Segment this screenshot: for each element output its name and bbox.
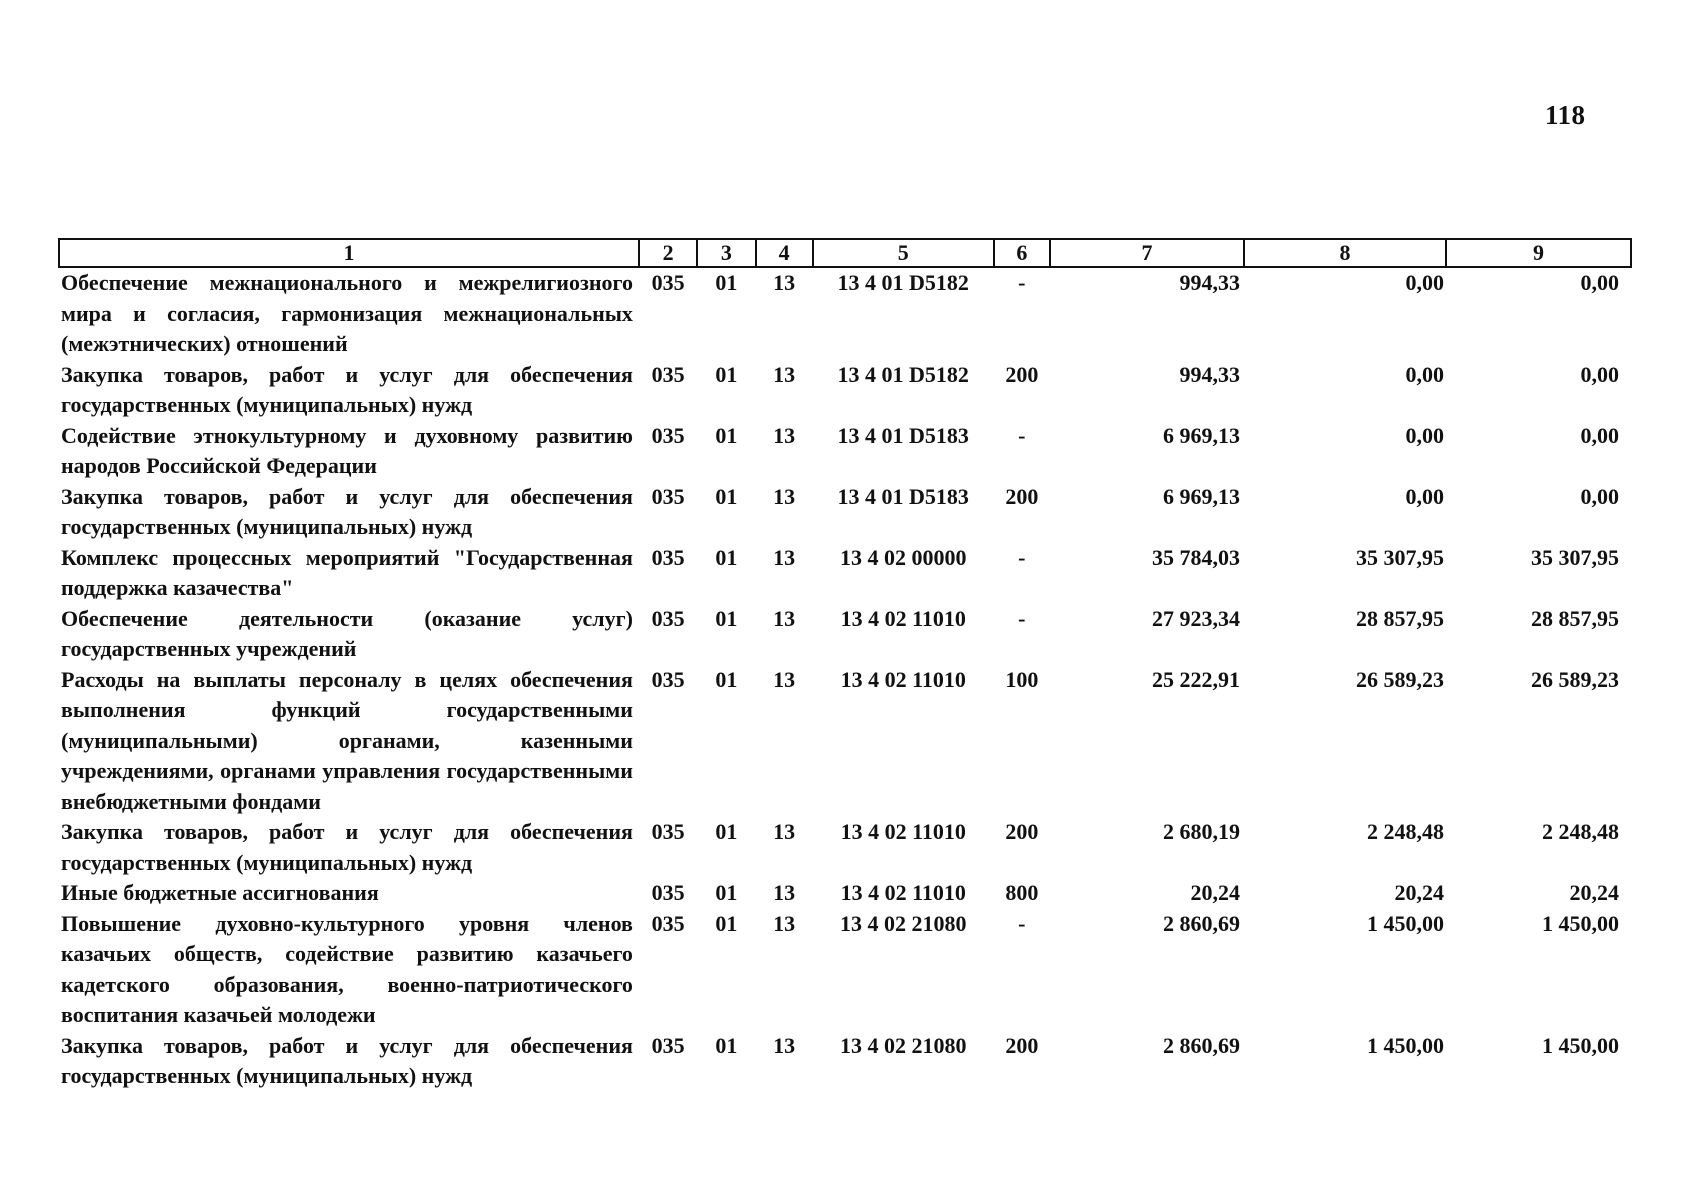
header-col-8: 8 (1244, 239, 1446, 267)
row-name-cell: Расходы на выплаты персоналу в целях обеспечения выполнения функций государственными (муниципальными) органами, казенными учреждениями, органами управления государственными внебюджетными фондами (61, 666, 633, 814)
row-col-4-cell: 13 (773, 819, 796, 844)
row-col-3-cell: 01 (715, 422, 738, 448)
table-header (59, 239, 1631, 267)
row-col-3-cell: 01 (715, 819, 738, 844)
row-col-2-cell: 035 (651, 361, 685, 387)
row-col-4-cell: 13 (773, 1032, 796, 1058)
row-col-6-cell: - (1018, 270, 1026, 295)
row-col-2-cell: 035 (651, 819, 685, 844)
row-col-5-cell: 13 4 01 D5183 (837, 483, 969, 509)
row-col-7-cell: 20,24 (1190, 880, 1240, 905)
row-col-3-cell: 01 (715, 361, 738, 387)
row-col-3-cell: 01 (715, 544, 738, 570)
row-col-6-cell: 100 (1005, 666, 1039, 692)
row-col-7-cell: 27 923,34 (1151, 605, 1240, 631)
row-col-4-cell: 13 (773, 666, 796, 692)
table-row (59, 665, 1631, 818)
row-col-8-cell: 35 307,95 (1355, 544, 1444, 570)
row-name-cell: Обеспечение межнационального и межрелигиозного мира и согласия, гармонизация межнациональных (межэтнических) отношений (61, 270, 633, 356)
row-col-2-cell: 035 (651, 422, 685, 448)
row-col-2-cell: 035 (651, 270, 685, 295)
row-col-3-cell: 01 (715, 666, 738, 692)
row-col-4-cell: 13 (773, 880, 796, 905)
row-name-cell: Закупка товаров, работ и услуг для обеспечения государственных (муниципальных) нужд (61, 1032, 633, 1088)
budget-table (58, 238, 1632, 1092)
header-col-7: 7 (1050, 239, 1244, 267)
row-name-cell: Комплекс процессных мероприятий "Государственная поддержка казачества" (61, 544, 633, 600)
row-col-2-cell: 035 (651, 1032, 685, 1058)
row-col-6-cell: 200 (1005, 361, 1039, 387)
header-col-9: 9 (1446, 239, 1631, 267)
row-col-7-cell: 6 969,13 (1162, 483, 1240, 509)
row-name-cell: Закупка товаров, работ и услуг для обеспечения государственных (муниципальных) нужд (61, 361, 633, 417)
row-col-7-cell: 994,33 (1179, 361, 1240, 387)
row-col-9-cell: 26 589,23 (1531, 666, 1619, 692)
row-col-4-cell: 13 (773, 544, 796, 570)
table-row (59, 909, 1631, 1031)
row-name-cell: Иные бюджетные ассигнования (61, 880, 379, 905)
row-col-7-cell: 994,33 (1179, 270, 1240, 295)
row-col-6-cell: 800 (1005, 880, 1039, 905)
row-col-2-cell: 035 (651, 880, 685, 905)
row-col-9-cell: 28 857,95 (1531, 605, 1619, 631)
row-col-5-cell: 13 4 02 21080 (839, 1032, 967, 1058)
header-col-2: 2 (639, 239, 697, 267)
table-row (59, 360, 1631, 421)
row-col-6-cell: 200 (1005, 483, 1039, 509)
row-col-4-cell: 13 (773, 361, 796, 387)
row-col-7-cell: 35 784,03 (1151, 544, 1240, 570)
row-col-2-cell: 035 (651, 544, 685, 570)
row-col-8-cell: 26 589,23 (1355, 666, 1444, 692)
row-col-6-cell: - (1018, 605, 1026, 631)
row-col-9-cell: 1 450,00 (1542, 1032, 1619, 1058)
row-col-3-cell: 01 (715, 270, 738, 295)
row-col-4-cell: 13 (773, 270, 796, 295)
row-col-9-cell: 0,00 (1580, 422, 1619, 448)
row-col-2-cell: 035 (651, 605, 685, 631)
row-name-cell: Закупка товаров, работ и услуг для обеспечения государственных (муниципальных) нужд (61, 819, 633, 875)
row-col-8-cell: 1 450,00 (1366, 910, 1444, 936)
row-col-5-cell: 13 4 02 11010 (840, 880, 966, 905)
row-col-5-cell: 13 4 02 11010 (840, 819, 966, 844)
row-col-6-cell: 200 (1005, 1032, 1039, 1058)
row-col-8-cell: 2 248,48 (1366, 819, 1444, 844)
table-row (59, 878, 1631, 909)
row-col-8-cell: 0,00 (1405, 361, 1444, 387)
header-col-4: 4 (756, 239, 813, 267)
row-col-4-cell: 13 (773, 910, 796, 936)
row-col-5-cell: 13 4 02 21080 (839, 910, 967, 936)
row-name-cell: Закупка товаров, работ и услуг для обеспечения государственных (муниципальных) нужд (61, 483, 633, 539)
row-col-8-cell: 28 857,95 (1355, 605, 1444, 631)
row-col-3-cell: 01 (715, 880, 738, 905)
page-number: 118 (1545, 100, 1586, 130)
row-col-2-cell: 035 (651, 483, 685, 509)
table-row (59, 604, 1631, 665)
row-col-5-cell: 13 4 02 11010 (840, 666, 966, 692)
row-col-5-cell: 13 4 01 D5183 (837, 422, 969, 448)
row-name-cell: Обеспечение деятельности (оказание услуг) государственных учреждений (61, 605, 633, 661)
row-col-8-cell: 0,00 (1405, 270, 1444, 295)
row-col-7-cell: 25 222,91 (1151, 666, 1240, 692)
table-row (59, 1031, 1631, 1092)
row-name-cell: Содействие этнокультурному и духовному развитию народов Российской Федерации (61, 422, 633, 478)
header-col-6: 6 (994, 239, 1050, 267)
row-col-9-cell: 0,00 (1580, 483, 1619, 509)
row-col-5-cell: 13 4 02 11010 (840, 605, 966, 631)
row-col-8-cell: 0,00 (1405, 422, 1444, 448)
row-col-8-cell: 1 450,00 (1366, 1032, 1444, 1058)
table-row (59, 267, 1631, 360)
table-row (59, 421, 1631, 482)
header-row (59, 239, 1631, 267)
row-col-7-cell: 6 969,13 (1162, 422, 1240, 448)
row-col-8-cell: 20,24 (1394, 880, 1444, 905)
row-col-6-cell: - (1018, 910, 1026, 936)
row-col-2-cell: 035 (651, 666, 685, 692)
table-row (59, 817, 1631, 878)
row-col-6-cell: - (1018, 422, 1026, 448)
header-col-5: 5 (813, 239, 994, 267)
row-name-cell: Повышение духовно-культурного уровня членов казачьих обществ, содействие развитию казачьего кадетского образования, военно-патриотического воспитания казачьей молодежи (61, 910, 633, 1027)
row-col-8-cell: 0,00 (1405, 483, 1444, 509)
table-row (59, 482, 1631, 543)
row-col-9-cell: 1 450,00 (1542, 910, 1619, 936)
row-col-6-cell: 200 (1005, 819, 1039, 844)
row-col-4-cell: 13 (773, 422, 796, 448)
row-col-4-cell: 13 (773, 605, 796, 631)
row-col-9-cell: 20,24 (1569, 880, 1619, 905)
row-col-9-cell: 0,00 (1580, 361, 1619, 387)
row-col-9-cell: 2 248,48 (1542, 819, 1619, 844)
row-col-5-cell: 13 4 02 00000 (839, 544, 967, 570)
row-col-2-cell: 035 (651, 910, 685, 936)
header-col-3: 3 (697, 239, 755, 267)
row-col-4-cell: 13 (773, 483, 796, 509)
row-col-7-cell: 2 680,19 (1162, 819, 1240, 844)
row-col-9-cell: 35 307,95 (1531, 544, 1619, 570)
row-col-6-cell: - (1018, 544, 1026, 570)
row-col-3-cell: 01 (715, 1032, 738, 1058)
row-col-3-cell: 01 (715, 910, 738, 936)
table-body (59, 267, 1631, 1092)
row-col-9-cell: 0,00 (1580, 270, 1619, 295)
row-col-5-cell: 13 4 01 D5182 (837, 361, 969, 387)
header-col-1: 1 (59, 239, 639, 267)
table-row (59, 543, 1631, 604)
row-col-5-cell: 13 4 01 D5182 (837, 270, 969, 295)
row-col-7-cell: 2 860,69 (1162, 1032, 1240, 1058)
row-col-3-cell: 01 (715, 605, 738, 631)
row-col-3-cell: 01 (715, 483, 738, 509)
row-col-7-cell: 2 860,69 (1162, 910, 1240, 936)
